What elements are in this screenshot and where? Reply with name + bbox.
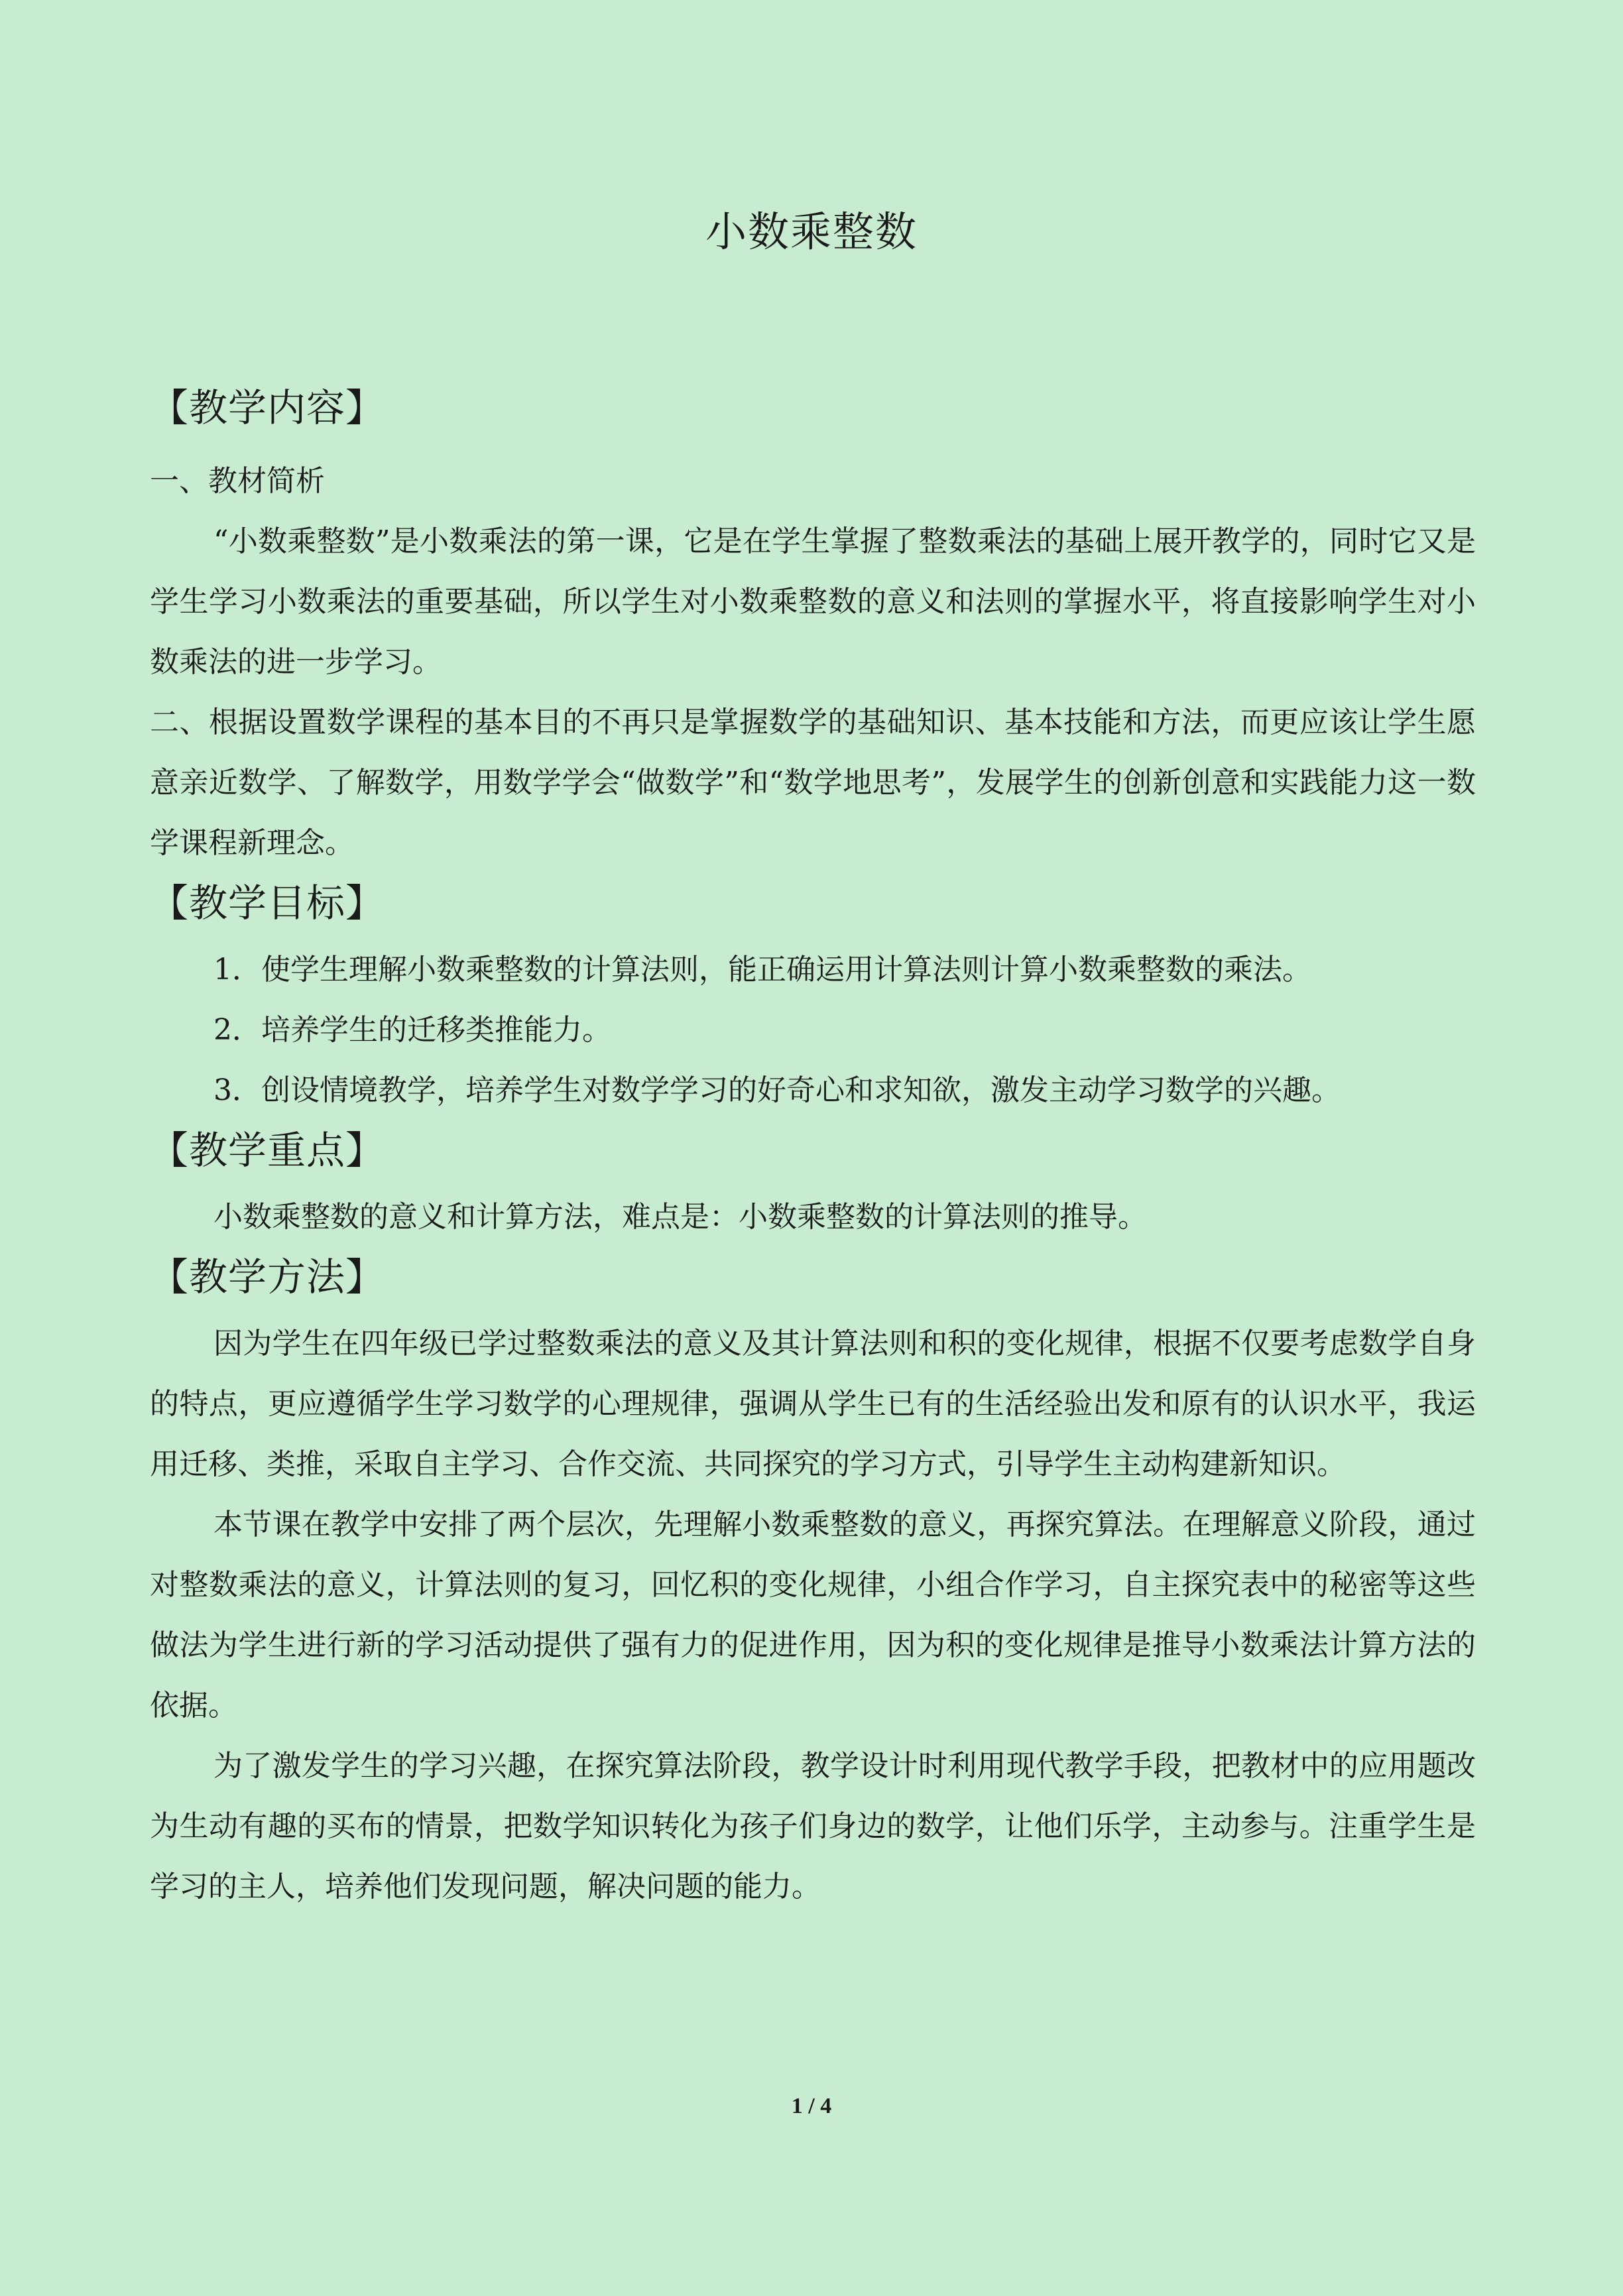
section-heading-goals: 【教学目标】 [150,880,385,926]
document-body [150,378,1476,1917]
section-heading-methods: 【教学方法】 [150,1254,385,1299]
page-title: 小数乘整数 [705,208,918,256]
subsection-heading-textbook-analysis: 一、教材简析 [150,464,325,498]
goal-item-2: 2．培养学生的迁移类推能力。 [213,1013,611,1047]
goal-item-1: 1．使学生理解小数乘整数的计算法则，能正确运用计算法则计算小数乘整数的乘法。 [213,953,1311,987]
page-number: 1 / 4 [791,2094,832,2118]
paragraph-curriculum-basis: 二、根据设置数学课程的基本目的不再只是掌握数学的基础知识、基本技能和方法，而更应该让学生愿意亲近数学、了解数学，用数学学会“做数学”和“数学地思考”，发展学生的创新创意和实践能力这一数学课程新理念。 [150,705,1476,860]
goal-item-3: 3．创设情境教学，培养学生对数学学习的好奇心和求知欲，激发主动学习数学的兴趣。 [213,1073,1341,1107]
paragraph-key-points: 小数乘整数的意义和计算方法，难点是：小数乘整数的计算法则的推导。 [213,1200,1147,1234]
paragraph-methods-2: 本节课在教学中安排了两个层次，先理解小数乘整数的意义，再探究算法。在理解意义阶段，通过对整数乘法的意义，计算法则的复习，回忆积的变化规律，小组合作学习，自主探究表中的秘密等这些做法为学生进行新的学习活动提供了强有力的促进作用，因为积的变化规律是推导小数乘法计算方法的依据。 [150,1508,1476,1722]
paragraph-methods-3: 为了激发学生的学习兴趣，在探究算法阶段，教学设计时利用现代教学手段，把教材中的应用题改为生动有趣的买布的情景，把数学知识转化为孩子们身边的数学，让他们乐学，主动参与。注重学生是学习的主人，培养他们发现问题，解决问题的能力。 [150,1749,1476,1903]
section-heading-key-points: 【教学重点】 [150,1128,385,1173]
section-heading-content: 【教学内容】 [150,385,385,430]
paragraph-methods-1: 因为学生在四年级已学过整数乘法的意义及其计算法则和积的变化规律，根据不仅要考虑数学自身的特点，更应遵循学生学习数学的心理规律，强调从学生已有的生活经验出发和原有的认识水平，我运用迁移、类推，采取自主学习、合作交流、共同探究的学习方式，引导学生主动构建新知识。 [150,1327,1476,1481]
paragraph-textbook-analysis: “小数乘整数”是小数乘法的第一课，它是在学生掌握了整数乘法的基础上展开教学的，同时它又是学生学习小数乘法的重要基础，所以学生对小数乘整数的意义和法则的掌握水平，将直接影响学生对小数乘法的进一步学习。 [150,524,1476,679]
